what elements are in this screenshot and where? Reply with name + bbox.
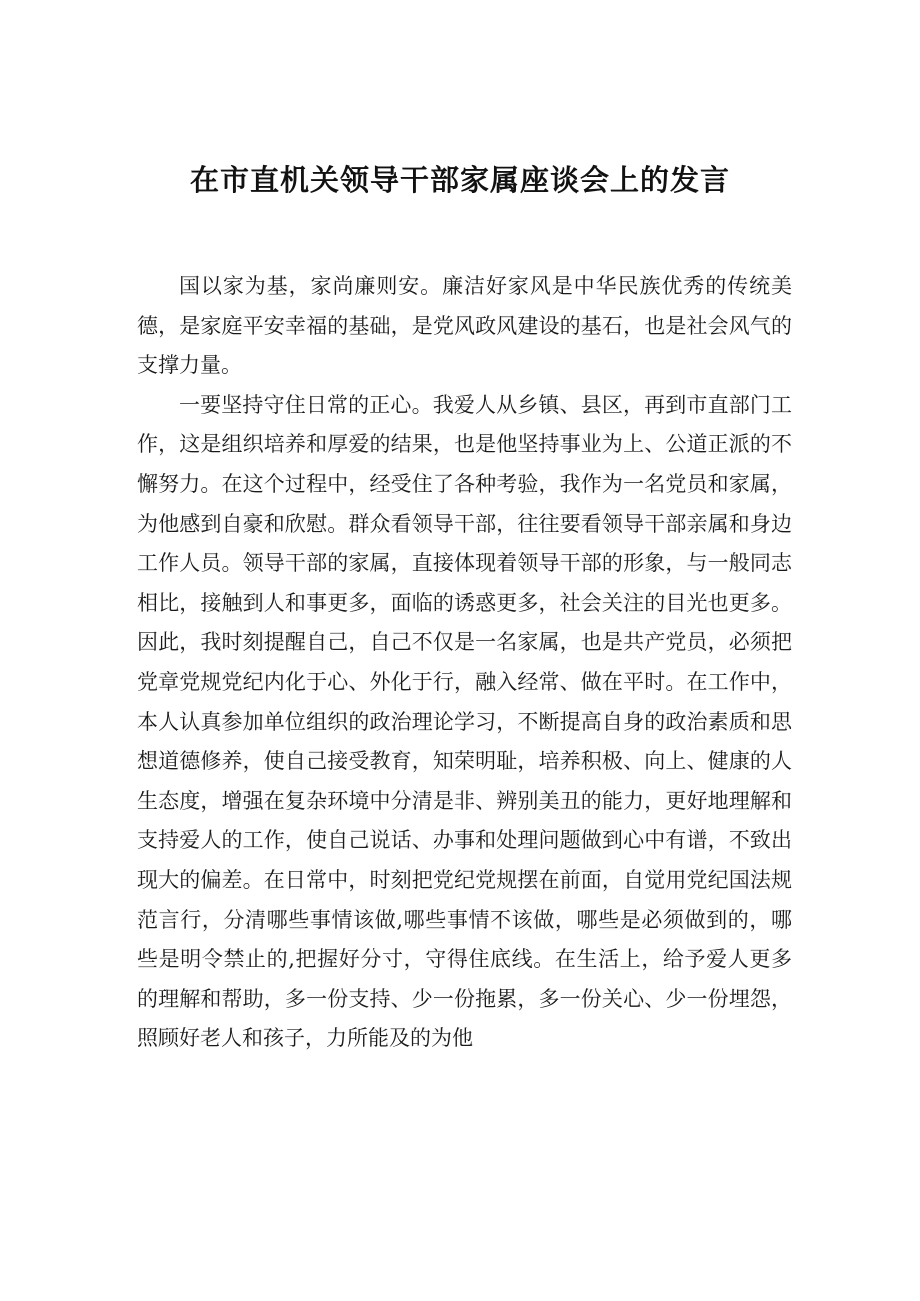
document-title: 在市直机关领导干部家属座谈会上的发言 [189, 163, 730, 197]
paragraph: 一要坚持守住日常的正心。我爱人从乡镇、县区，再到市直部门工作，这是组织培养和厚爱的结果，也是他坚持事业为上、公道正派的不懈努力。在这个过程中，经受住了各种考验，我作为一名党员和家属，为他感到自豪和欣慰。群众看领导干部，往往要看领导干部亲属和身边工作人员。领导干部的家属，直接体现着领导干部的形象，与一般同志相比，接触到人和事更多，面临的诱惑更多，社会关注的目光也更多。因此，我时刻提醒自己，自己不仅是一名家属，也是共产党员，必须把党章党规党纪内化于心、外化于行，融入经常、做在平时。在工作中，本人认真参加单位组织的政治理论学习，不断提高自身的政治素质和思想道德修养，使自己接受教育，知荣明耻，培养积极、向上、健康的人生态度，增强在复杂环境中分清是非、辨别美丑的能力，更好地理解和支持爱人的工作，使自己说话、办事和处理问题做到心中有谱，不致出现大的偏差。在日常中，时刻把党纪党规摆在前面，自觉用党纪国法规范言行，分清哪些事情该做,哪些事情不该做，哪些是必须做到的，哪些是明令禁止的,把握好分寸，守得住底线。在生活上，给予爱人更多的理解和帮助，多一份支持、少一份拖累，多一份关心、少一份埋怨，照顾好老人和孩子，力所能及的为他 [137, 392, 792, 1051]
document-body [137, 267, 792, 1059]
paragraph: 国以家为基，家尚廉则安。廉洁好家风是中华民族优秀的传统美德，是家庭平安幸福的基础，是党风政风建设的基石，也是社会风气的支撑力量。 [137, 274, 792, 378]
